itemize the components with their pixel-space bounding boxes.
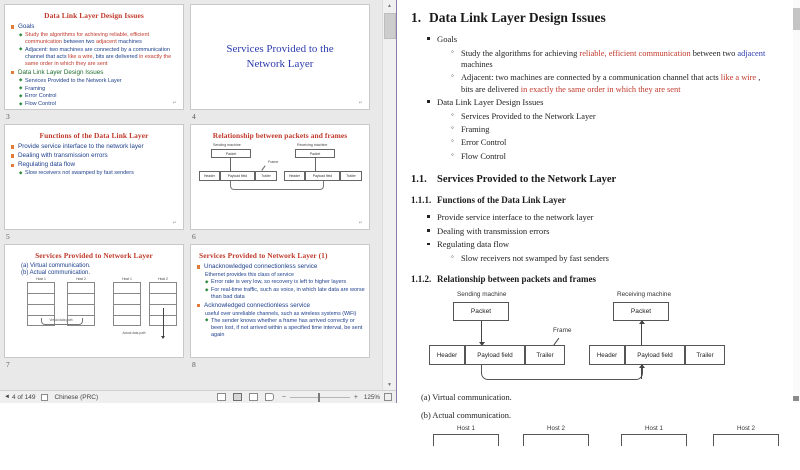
- slide-cell-4[interactable]: [190, 4, 372, 124]
- scrollbar-thumb[interactable]: [384, 13, 396, 39]
- document-scrollbar-end-marker[interactable]: [793, 396, 799, 401]
- status-left-group: [4, 394, 98, 401]
- heading-2-number: 1.1.: [411, 173, 427, 185]
- slide-title: Relationship between packets and frames: [212, 131, 348, 140]
- slide-bullet: ◆ Slow receivers not swamped by fast senders: [19, 170, 179, 177]
- host-label: Host 1: [36, 276, 46, 281]
- slide-title: Functions of the Data Link Layer: [39, 131, 149, 140]
- host-label: Host 1: [645, 425, 663, 433]
- host-block: [433, 425, 499, 435]
- send-arrow-down: [481, 321, 482, 345]
- actual-path-note: Actual data path: [122, 331, 146, 335]
- transmission-path: [481, 365, 643, 380]
- page-indicator-label: 4 of 149: [11, 393, 36, 401]
- page-prev-icon[interactable]: ◄: [4, 394, 10, 400]
- packet-box: Packet: [295, 149, 335, 158]
- zoom-slider-track[interactable]: [290, 397, 350, 398]
- slide-number: 4: [192, 112, 196, 121]
- header-box: Header: [284, 171, 305, 181]
- scroll-down-arrow[interactable]: ▼: [387, 381, 392, 388]
- sender-trailer-box: Trailer: [525, 345, 565, 365]
- host-top-bar: [621, 434, 687, 435]
- slide-title: Services Provided to Network Layer (1): [199, 251, 328, 260]
- slideshow-view-icon[interactable]: [265, 393, 274, 401]
- host-block: [523, 425, 589, 435]
- slide-thumbnail-3[interactable]: [4, 4, 184, 110]
- language-label[interactable]: Chinese (PRC): [54, 393, 99, 401]
- slide-thumbnail-5[interactable]: [4, 124, 184, 230]
- heading-3-number: 1.1.2.: [411, 274, 432, 285]
- host-block: [713, 425, 779, 435]
- fit-to-window-icon[interactable]: [384, 393, 392, 401]
- host-left-leg: [433, 434, 434, 446]
- hosts-diagram: [425, 424, 782, 470]
- slide-bullet: Regulating data flow: [11, 161, 179, 169]
- receiving-machine-label: Receiving machine: [617, 291, 671, 299]
- doc-bullet: Dealing with transmission errors: [427, 226, 782, 238]
- packet-box: Packet: [211, 149, 251, 158]
- slide-cell-3[interactable]: [4, 4, 186, 124]
- sending-machine-label: Sending machine: [457, 291, 507, 299]
- heading-3-number: 1.1.1.: [411, 194, 432, 205]
- slide-corner-mark: ↵: [358, 100, 363, 106]
- slide-thumbnail-4[interactable]: [190, 4, 370, 110]
- virtual-path-note: Virtual data path: [49, 318, 73, 322]
- slide-cell-6[interactable]: [190, 124, 372, 244]
- host-top-bar: [713, 434, 779, 435]
- slide-corner-mark: ↵: [358, 220, 363, 226]
- connector: [315, 158, 316, 171]
- slide-bullet: ◆ Study the algorithms for achieving reliable, efficient communication between two adjacent machines: [19, 32, 179, 46]
- slide-thumbnail-8[interactable]: [190, 244, 370, 358]
- connector: [230, 158, 231, 171]
- zoom-out-button[interactable]: −: [281, 393, 286, 401]
- heading-1: [411, 10, 782, 26]
- heading-1-number: 1.: [411, 10, 422, 25]
- trailer-box: Trailer: [255, 171, 277, 181]
- doc-bullet: ◦ Framing: [451, 124, 768, 135]
- normal-view-icon[interactable]: [217, 393, 226, 401]
- host-left-leg: [523, 434, 524, 446]
- sending-machine-label: Sending machine: [213, 143, 241, 147]
- slide-bullet: Data Link Layer Design Issues: [11, 69, 179, 77]
- slide-title-block: [191, 5, 369, 109]
- page-indicator[interactable]: [4, 394, 35, 401]
- payload-box: Payload field: [220, 171, 255, 181]
- path-arrow-up: [641, 365, 642, 379]
- slide-thumbnail-7[interactable]: [4, 244, 184, 358]
- doc-bullet: ◦ Study the algorithms for achieving reliable, efficient communication between two adjacent machines: [451, 48, 768, 71]
- slide-bullet: Unacknowledged connectionless service: [197, 263, 365, 271]
- slide-number: 6: [192, 232, 196, 241]
- slide-bullet: Acknowledged connectionless service: [197, 302, 365, 310]
- zoom-level-label[interactable]: 125%: [363, 393, 380, 401]
- payload-box: Payload field: [305, 171, 340, 181]
- document-scrollbar-thumb[interactable]: [793, 8, 800, 30]
- heading-2: [411, 174, 782, 185]
- slide-title: Services Provided to the Network Layer: [226, 43, 334, 70]
- scroll-up-arrow[interactable]: ▲: [387, 2, 392, 9]
- doc-bullet: ◦ Adjacent: two machines are connected by a communication channel that acts like a wire , bits are delivered in exactly the same order in which they are sent: [451, 72, 768, 95]
- slide-bullet: ◆ For real-time traffic, such as voice, in which late data are worse than bad data: [205, 287, 365, 301]
- sender-payload-box: Payload field: [465, 345, 525, 365]
- host-top-bar: [433, 434, 499, 435]
- actual-path-arrow: [163, 308, 164, 338]
- frame-pointer: [261, 165, 265, 170]
- doc-bullet: ◦ Error Control: [451, 137, 768, 148]
- slide-bullet: ◆ Flow Control: [19, 101, 179, 108]
- packet-frame-diagram: [421, 291, 782, 409]
- trailer-box: Trailer: [340, 171, 362, 181]
- slide-bullet: ◆ Error rate is very low, so recovery is left to higher layers: [205, 279, 365, 286]
- slides-panel-scrollbar[interactable]: [382, 0, 396, 390]
- host-label: Host 2: [158, 276, 168, 281]
- host-stack: [113, 276, 141, 326]
- doc-bullet: Data Link Layer Design Issues: [427, 97, 782, 109]
- heading-2-text: Services Provided to the Network Layer: [437, 173, 617, 185]
- host-block: [621, 425, 687, 435]
- slide-corner-mark: ↵: [172, 100, 177, 106]
- slide-bullet: ◆ Error Control: [19, 93, 179, 100]
- status-bar: [0, 390, 396, 403]
- zoom-slider-thumb[interactable]: [318, 393, 320, 402]
- heading-3-text: Relationship between packets and frames: [437, 274, 596, 285]
- slides-scroll-area[interactable]: [0, 0, 396, 390]
- document-scrollbar[interactable]: [793, 0, 800, 403]
- slide-number: 3: [6, 112, 10, 121]
- slide-title: Services Provided to Network Layer: [35, 251, 153, 260]
- slide-bullet: Dealing with transmission errors: [11, 152, 179, 160]
- host-right-leg: [686, 434, 687, 446]
- slide-bullet: ◆ Services Provided to the Network Layer: [19, 78, 179, 85]
- host-label: Host 2: [547, 425, 565, 433]
- slide-cell-8[interactable]: [190, 244, 372, 372]
- slide-cell-5[interactable]: [4, 124, 186, 244]
- header-box: Header: [199, 171, 220, 181]
- host-label: Host 1: [122, 276, 132, 281]
- caption-virtual: (a) Virtual communication.: [421, 393, 512, 403]
- frame-label: Frame: [553, 327, 572, 335]
- receiver-header-box: Header: [589, 345, 625, 365]
- host-left-leg: [621, 434, 622, 446]
- slide-bullet: Goals: [11, 23, 179, 31]
- host-right-leg: [778, 434, 779, 446]
- slide-title: Data Link Layer Design Issues: [44, 11, 144, 20]
- slide-thumbnail-6[interactable]: [190, 124, 370, 230]
- receiving-packet-box: Packet: [613, 302, 669, 321]
- slide-bullet: ◆ The sender knows whether a frame has arrived correctly or been lost, if not arrived within a specified time interval, be sent again: [205, 318, 365, 339]
- view-buttons-group: [217, 393, 274, 401]
- host-label: Host 2: [737, 425, 755, 433]
- slide-corner-mark: ↵: [172, 220, 177, 226]
- doc-bullet: ◦ Slow receivers not swamped by fast senders: [451, 253, 768, 264]
- host-left-leg: [713, 434, 714, 446]
- slide-sorter-view-icon[interactable]: [233, 393, 242, 401]
- slide-cell-7[interactable]: [4, 244, 186, 372]
- slide-subtext: Ethernet provides this class of service: [205, 272, 294, 279]
- doc-bullet: Provide service interface to the network layer: [427, 212, 782, 224]
- host-right-leg: [588, 434, 589, 446]
- sender-header-box: Header: [429, 345, 465, 365]
- proofing-icon[interactable]: [41, 394, 48, 401]
- slides-panel: [0, 0, 397, 403]
- slide-bullet: Provide service interface to the network layer: [11, 143, 179, 151]
- host-right-leg: [498, 434, 499, 446]
- receiving-machine-label: Receiving machine: [297, 143, 328, 147]
- host-top-bar: [523, 434, 589, 435]
- slide-grid: [4, 4, 396, 372]
- zoom-control: [282, 393, 392, 401]
- caption-actual: (b) Actual communication.: [421, 411, 512, 421]
- document-content: [397, 0, 800, 470]
- slide-number: 8: [192, 360, 196, 369]
- receiver-trailer-box: Trailer: [685, 345, 725, 365]
- slide-subtext: useful over unreliable channels, such as wireless systems (WiFi): [205, 310, 357, 317]
- data-path-curve: [230, 181, 324, 190]
- layer-stack-mini-diagram: [13, 278, 175, 350]
- receiver-payload-box: Payload field: [625, 345, 685, 365]
- heading-3-text: Functions of the Data Link Layer: [437, 194, 566, 205]
- slide-subline: (a) Virtual communication.: [21, 263, 91, 269]
- heading-1-text: Data Link Layer Design Issues: [429, 10, 606, 25]
- host-label: Host 2: [76, 276, 86, 281]
- heading-3-relationship: [411, 274, 782, 284]
- slide-bullet: ◆ Framing: [19, 86, 179, 93]
- slide-bullet: ◆ Adjacent: two machines are connected by a communication channel that acts like a wire, bits are delivered in exactly the same order in which they are sent: [19, 47, 179, 68]
- sending-packet-box: Packet: [453, 302, 509, 321]
- heading-3-functions: [411, 195, 782, 205]
- zoom-in-button[interactable]: +: [353, 393, 358, 401]
- doc-bullet: ◦ Flow Control: [451, 151, 768, 162]
- slide-number: 5: [6, 232, 10, 241]
- doc-bullet: Goals: [427, 34, 782, 46]
- receive-arrow-up: [641, 321, 642, 345]
- host-label: Host 1: [457, 425, 475, 433]
- frame-label: Frame: [268, 160, 279, 164]
- doc-bullet: ◦ Services Provided to the Network Layer: [451, 111, 768, 122]
- packet-frame-mini-diagram: [197, 143, 363, 213]
- document-pane[interactable]: [397, 0, 800, 433]
- doc-bullet: Regulating data flow: [427, 239, 782, 251]
- slide-number: 7: [6, 360, 10, 369]
- reading-view-icon[interactable]: [249, 393, 258, 401]
- slide-subline: (b) Actual communication.: [21, 270, 91, 276]
